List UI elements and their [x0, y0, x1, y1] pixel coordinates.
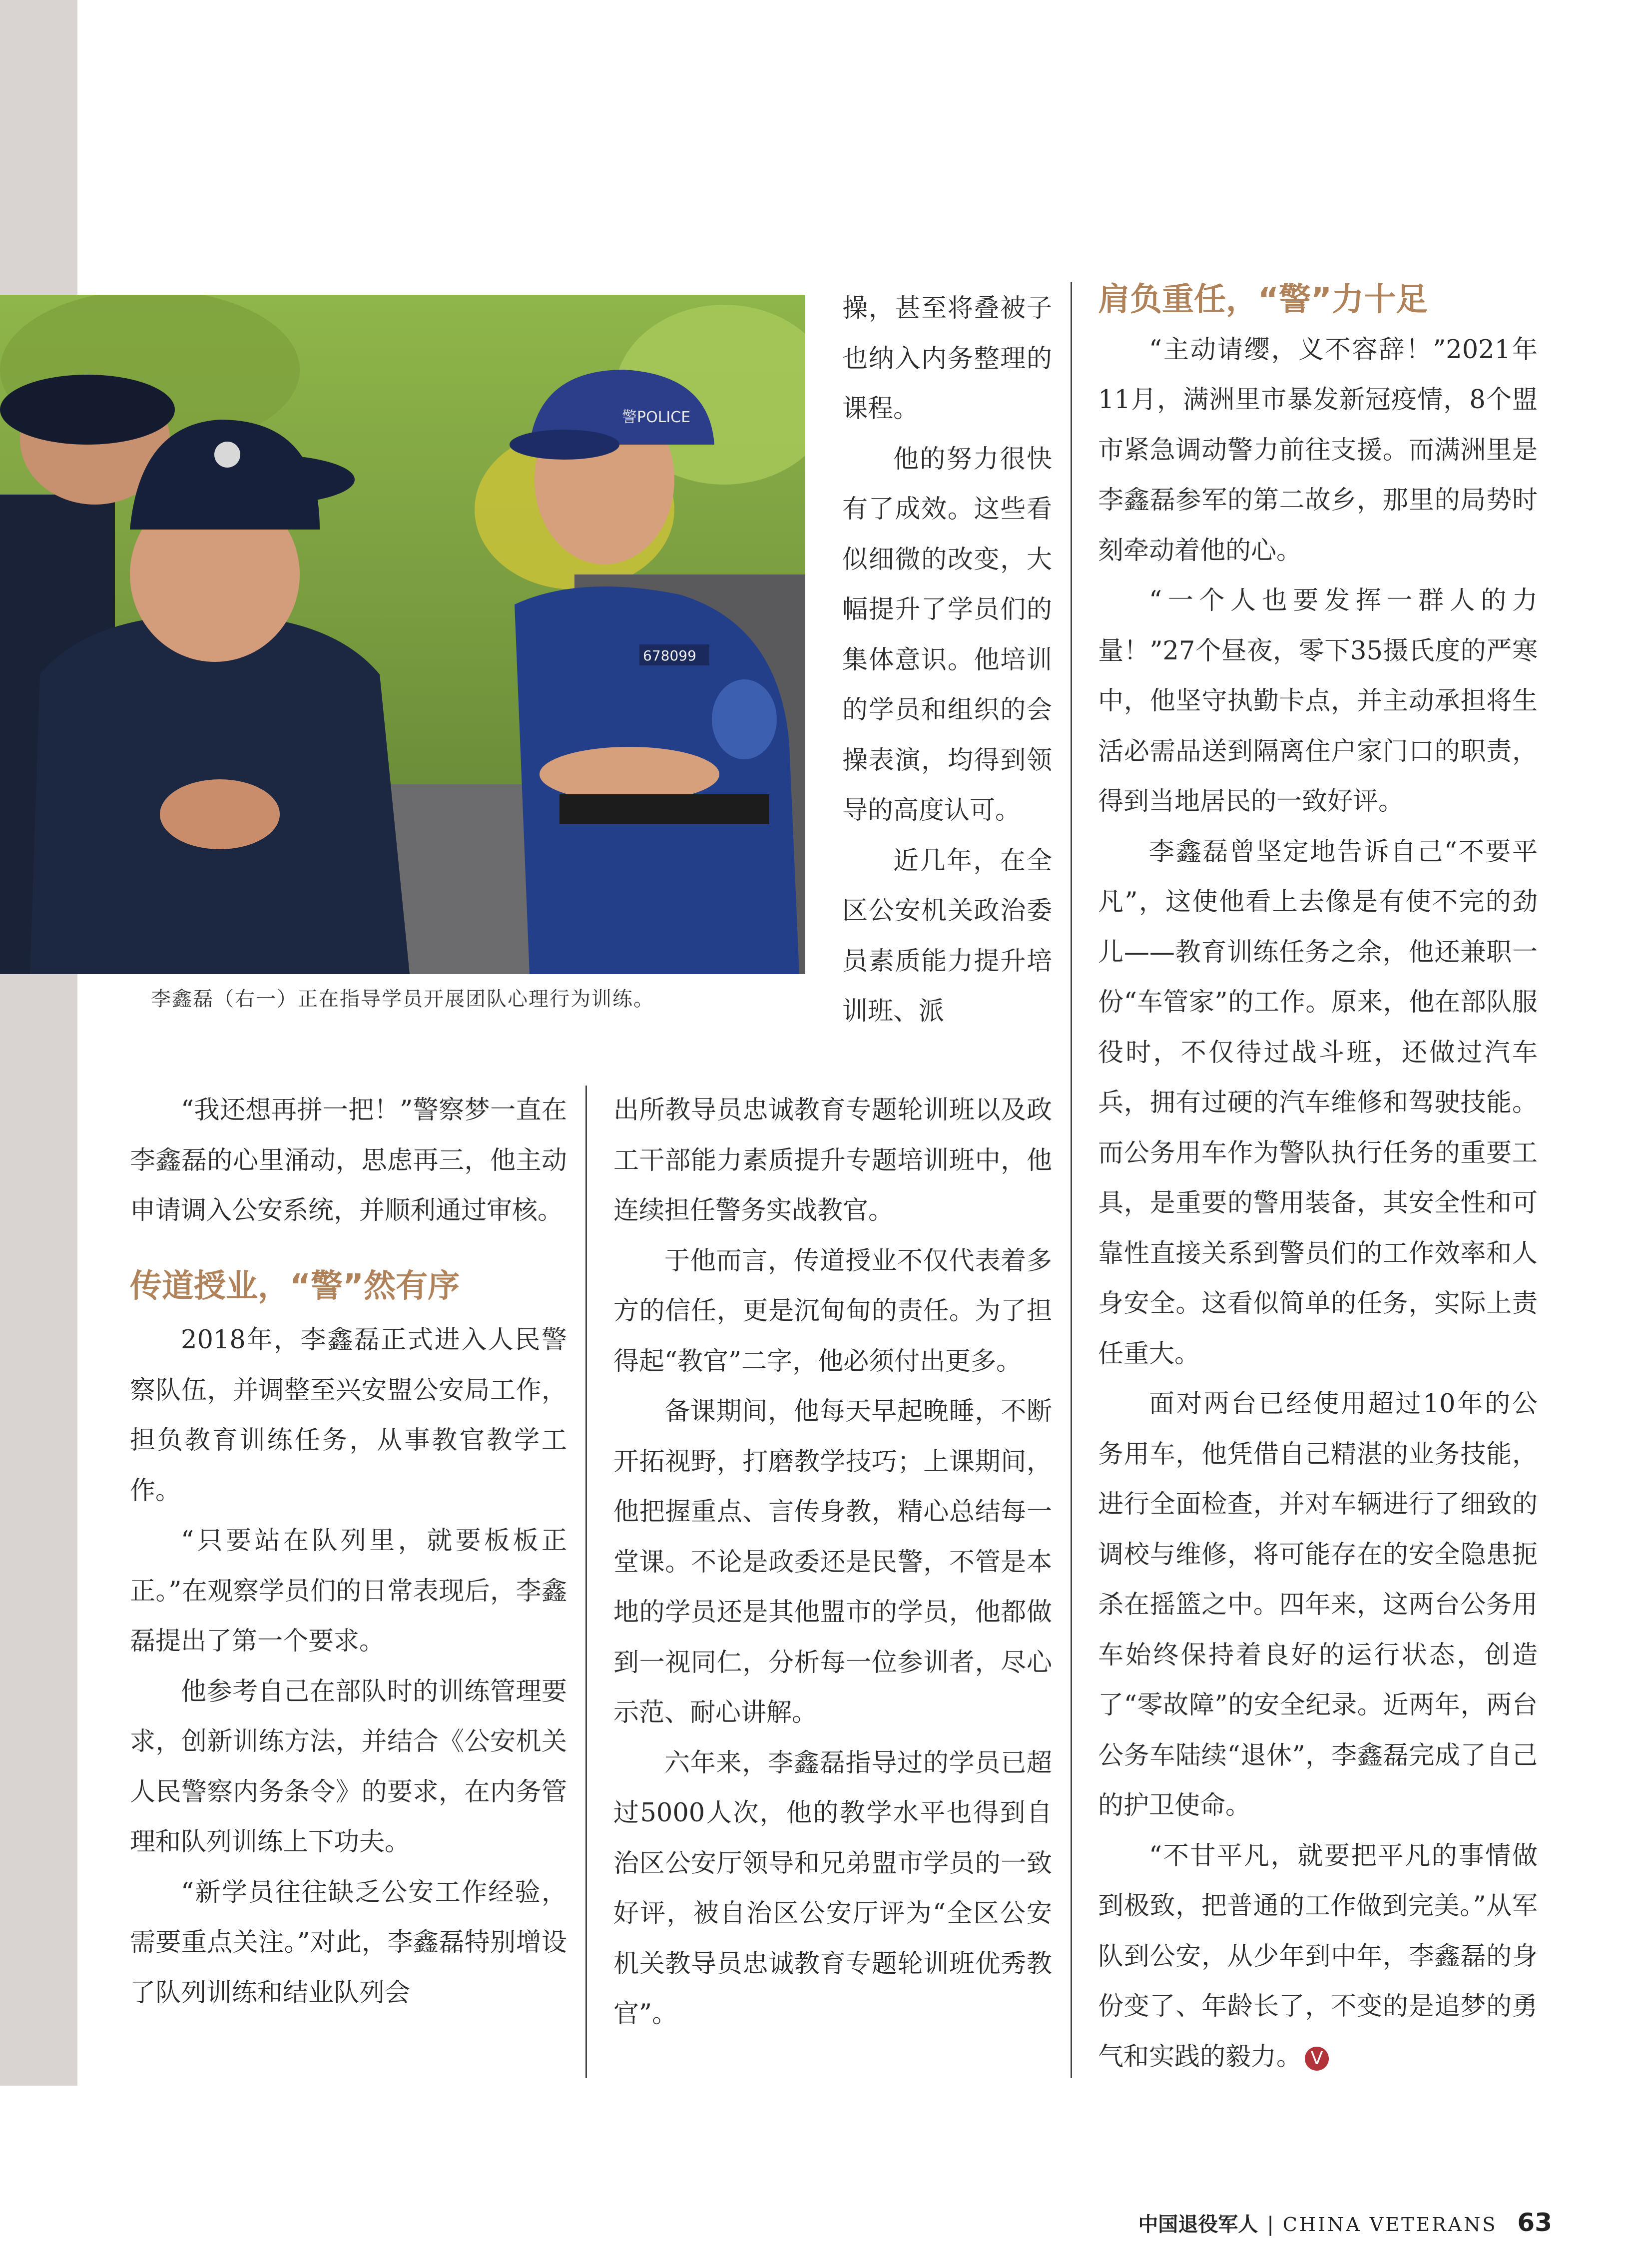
- middle-column: [613, 1086, 1052, 2040]
- middle-continuation: 出所教导员忠诚教育专题轮训班以及政工干部能力素质提升专题培训班中，他连续担任警务实战教官。: [613, 1096, 1052, 1225]
- right-paragraph-5-text: “不甘平凡，就要把平凡的事情做到极致，把普通的工作做到完美。”从军队到公安，从少年到中年，李鑫磊的身份变了、年龄长了，不变的是追梦的勇气和实践的毅力。: [1098, 1841, 1538, 2072]
- left-section-paragraph-1: 2018年，李鑫磊正式进入人民警察队伍，并调整至兴安盟公安局工作，担负教育训练任务，从事教官教学工作。: [130, 1325, 567, 1506]
- footer-separator: |: [1267, 2213, 1274, 2236]
- section-title-teaching: 传道授业，“警”然有序: [130, 1267, 460, 1305]
- page-number: 63: [1517, 2208, 1552, 2237]
- column-divider-left: [585, 1086, 587, 2078]
- narrow-column: [842, 284, 1052, 1037]
- left-section-paragraph-2: “只要站在队列里，就要板板正正。”在观察学员们的日常表现后，李鑫磊提出了第一个要求。: [130, 1526, 567, 1656]
- column-divider-right: [1071, 282, 1072, 2078]
- left-paragraph-1: “我还想再拼一把！”警察梦一直在李鑫磊的心里涌动，思虑再三，他主动申请调入公安系统，并顺利通过审核。: [130, 1096, 567, 1225]
- footer-magazine-name: 中国退役军人: [1138, 2213, 1258, 2236]
- middle-paragraph-2: 备课期间，他每天早起晚睡，不断开拓视野，打磨教学技巧；上课期间，他把握重点、言传身教，精心总结每一堂课。不论是政委还是民警，不管是本地的学员还是其他盟市的学员，他都做到一视同仁，分析每一位参训者，尽心示范、耐心讲解。: [613, 1397, 1052, 1727]
- narrow-paragraph-1: 操，甚至将叠被子也纳入内务整理的课程。: [842, 294, 1052, 424]
- left-column: [130, 1086, 567, 2018]
- section-title-duty: 肩负重任，“警”力十足: [1098, 281, 1428, 318]
- left-section-paragraph-3: 他参考自己在部队时的训练管理要求，创新训练方法，并结合《公安机关人民警察内务条令》的要求，在内务管理和队列训练上下功夫。: [130, 1677, 567, 1857]
- right-paragraph-5: [1098, 1831, 1538, 2083]
- footer-english-title: CHINA VETERANS: [1282, 2214, 1498, 2236]
- right-paragraph-4: 面对两台已经使用超过10年的公务用车，他凭借自己精湛的业务技能，进行全面检查，并对车辆进行了细致的调校与维修，将可能存在的安全隐患扼杀在摇篮之中。四年来，这两台公务用车始终保持着良好的运行状态，创造了“零故障”的安全纪录。近两年，两台公务车陆续“退休”，李鑫磊完成了自己的护卫使命。: [1098, 1389, 1538, 1820]
- middle-paragraph-3: 六年来，李鑫磊指导过的学员已超过5000人次，他的教学水平也得到自治区公安厅领导和兄弟盟市学员的一致好评，被自治区公安厅评为“全区公安机关教导员忠诚教育专题轮训班优秀教官”。: [613, 1748, 1052, 2029]
- photo-illustration: [0, 295, 805, 974]
- left-section-paragraph-4: “新学员往往缺乏公安工作经验，需要重点关注。”对此，李鑫磊特别增设了队列训练和结业队列会: [130, 1877, 567, 2008]
- photo-caption: 李鑫磊（右一）正在指导学员开展团队心理行为训练。: [151, 988, 654, 1011]
- cap-badge-text: 警POLICE: [622, 409, 691, 426]
- middle-paragraph-1: 于他而言，传道授业不仅代表着多方的信任，更是沉甸甸的责任。为了担得起“教官”二字，他必须付出更多。: [613, 1246, 1052, 1376]
- page-footer: [1138, 2208, 1552, 2237]
- right-paragraph-3: 李鑫磊曾坚定地告诉自己“不要平凡”，这使他看上去像是有使不完的劲儿——教育训练任务之余，他还兼职一份“车管家”的工作。原来，他在部队服役时，不仅待过战斗班，还做过汽车兵，拥有过硬的汽车维修和驾驶技能。而公务用车作为警队执行任务的重要工具，是重要的警用装备，其安全性和可靠性直接关系到警员们的工作效率和人身安全。这看似简单的任务，实际上责任重大。: [1098, 837, 1538, 1369]
- narrow-paragraph-3: 近几年，在全区公安机关政治委员素质能力提升培训班、派: [842, 846, 1052, 1026]
- right-column: [1098, 275, 1538, 2082]
- right-paragraph-1: “主动请缨，义不容辞！”2021年11月，满洲里市暴发新冠疫情，8个盟市紧急调动警力前往支援。而满洲里是李鑫磊参军的第二故乡，那里的局势时刻牵动着他的心。: [1098, 335, 1538, 565]
- narrow-paragraph-2: 他的努力很快有了成效。这些看似细微的改变，大幅提升了学员们的集体意识。他培训的学员和组织的会操表演，均得到领导的高度认可。: [842, 444, 1052, 825]
- right-paragraph-2: “一个人也要发挥一群人的力量！”27个昼夜，零下35摄氏度的严寒中，他坚守执勤卡点，并主动承担将生活必需品送到隔离住户家门口的职责，得到当地居民的一致好评。: [1098, 586, 1538, 816]
- article-photo: [0, 295, 805, 974]
- number-tag-text: 678099: [643, 647, 696, 664]
- end-mark-icon: V: [1305, 2047, 1329, 2071]
